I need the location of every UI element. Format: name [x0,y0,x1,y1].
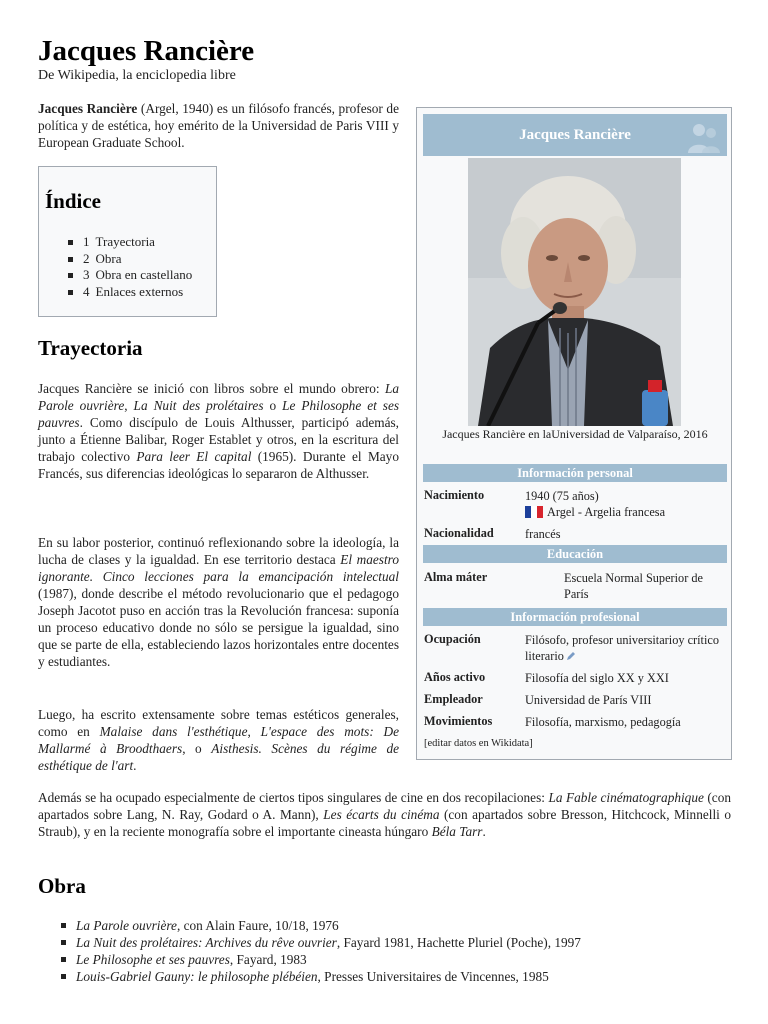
value-movimientos[interactable]: Filosofía, marxismo, pedagogía [525,715,681,729]
infobox-title: Jacques Rancière [519,127,631,143]
work-details: , con Alain Faure, 10/18, 1976 [176,918,339,933]
work-details: , Presses Universitaires de Vincennes, 1985 [317,969,549,984]
work-title: La Parole ouvrière [38,381,399,413]
work-title: Les écarts du cinéma [323,807,440,822]
label-ocupacion: Ocupación [424,632,481,646]
lead-paragraph [38,100,399,151]
birth-place[interactable]: Argel - Argelia francesa [547,505,666,519]
toc-item-trayectoria[interactable] [83,234,192,251]
text-run: , [124,398,134,413]
infobox-header [423,114,727,156]
portrait-photo[interactable] [468,158,681,426]
page-subtitle: De Wikipedia, la enciclopedia libre [38,68,236,83]
text-run: . [133,758,137,773]
lead-text: (Argel, 1940) es un filósofo francés, profesor de política y de estética, hoy emérito de la Universidad de Paris VIII y European Graduate School. [38,101,399,150]
toc-item-number: 4 [83,283,90,299]
birth-date: 1940 (75 años) [525,489,599,503]
trayectoria-paragraph-2 [38,534,399,670]
toc-item-number: 1 [83,234,90,249]
work-title: La Nuit des prolétaires [133,398,264,413]
text-run: Además se ha ocupado especialmente de ciertos tipos singulares de cine en dos recopilaciones: [38,790,549,805]
list-item [76,917,581,934]
list-item [76,934,581,951]
text-run: Jacques Rancière se inició con libros sobre el mundo obrero: [38,381,385,396]
text-run: (con apartados sobre Bresson, Hitchcock, Minnelli o Straub), y en la reciente monografía sobre el importante cineasta húngaro [38,807,731,839]
list-item [76,951,581,968]
section-header-personal: Información personal [423,464,727,482]
text-run: (1987), donde describe el método revolucionario que el pedagogo Joseph Jacotot puso en acción tras la Revolución francesa: suponía un proceso educativo donde no sólo se persigue la igualdad, sino que se parte de ella, estableciendo lazos horizontales entre docentes y estudiantes. [38,586,399,669]
section-header-education: Educación [423,545,727,563]
section-heading-obra: Obra [38,874,86,898]
pencil-icon[interactable] [566,651,576,661]
toc-title: Índice [45,189,102,213]
text-run: , [247,724,261,739]
label-nacionalidad: Nacionalidad [424,526,494,540]
toc-item-label: Obra [95,250,122,266]
trayectoria-paragraph-1 [38,380,399,482]
work-title: La Nuit des prolétaires: Archives du rêve ouvrier [76,935,337,950]
text-run: . [482,824,486,839]
work-title: Malaise dans l'esthétique [99,724,248,739]
trayectoria-paragraph-4 [38,789,731,840]
france-flag-icon [525,506,543,518]
value-nacionalidad: francés [525,527,561,541]
trayectoria-paragraph-3 [38,706,399,774]
section-heading-trayectoria: Trayectoria [38,336,143,360]
work-title: Para leer El capital [136,449,252,464]
value-nacimiento [525,488,725,520]
toc-item-number: 2 [83,250,90,266]
label-anos-activo: Años activo [424,670,486,684]
toc-list [39,234,192,300]
value-ocupacion [525,632,725,664]
text-run: Luego, ha escrito extensamente sobre temas estéticos generales, como en [38,707,399,739]
label-movimientos: Movimientos [424,714,493,728]
text-run: En su labor posterior, continuó reflexionando sobre la ideología, la lucha de clases y la igualdad. En ese territorio destaca [38,535,399,567]
edit-wikidata-link[interactable]: [editar datos en Wikidata] [424,738,533,749]
lead-name: Jacques Rancière [38,101,138,116]
obra-list [76,917,581,985]
text-run: . Como discípulo de Louis Althusser, participó además, junto a Étienne Balibar, Roger Establet y otros, en la escritura del trabajo colectivo [38,415,399,464]
work-title: Louis-Gabriel Gauny: le philosophe plébéien [76,969,318,984]
list-item [76,968,581,985]
toc-item-label: Trayectoria [95,234,155,249]
text-run: o [263,398,283,413]
work-title: Béla Tarr [431,824,483,839]
photo-caption: Jacques Rancière en laUniversidad de Valparaíso, 2016 [442,427,708,441]
work-title: El maestro ignorante. Cinco lecciones para la emancipación intelectual [38,552,400,584]
table-of-contents [38,166,217,317]
work-title: Le Philosophe et ses pauvres [76,952,230,967]
toc-item-enlaces[interactable] [83,284,192,301]
toc-item-label: Obra en castellano [95,267,193,282]
text-run: (1965). Durante el Mayo Francés, sus diferencias ideológicas lo separaron de Althusser. [38,449,399,481]
label-nacimiento: Nacimiento [424,488,485,502]
work-details: , Fayard 1981, Hachette Pluriel (Poche), 1997 [336,935,581,950]
toc-item-obra[interactable] [83,251,192,268]
label-empleador: Empleador [424,692,483,706]
section-header-professional: Información profesional [423,608,727,626]
label-alma-mater: Alma máter [424,570,488,584]
value-anos-activo: Filosofía del siglo XX y XXI [525,671,669,685]
infobox [416,107,732,760]
work-title: Le Philosophe et ses pauvres [38,398,400,430]
toc-item-obra-castellano[interactable] [83,267,192,284]
toc-item-number: 3 [83,267,90,282]
text-run: , o [182,741,212,756]
work-title: L'espace des mots: De Mallarmé à Broodthaers [38,724,400,756]
text-run: (con apartados sobre Lang, N. Ray, Godard o A. Mann), [38,790,732,822]
people-icon [685,120,723,154]
work-title: La Parole ouvrière [76,918,177,933]
portrait-image [468,158,681,426]
value-empleador[interactable]: Universidad de París VIII [525,693,652,707]
birth-place-row [525,504,725,520]
page-title: Jacques Rancière [38,35,255,67]
value-alma-mater[interactable]: Escuela Normal Superior de París [564,571,703,601]
work-title: Aisthesis. Scènes du régime de esthétique de l'art [38,741,400,773]
toc-item-label: Enlaces externos [95,283,184,299]
occupation-text[interactable]: Filósofo, profesor universitarioy crítico literario [525,633,719,663]
work-title: La Fable cinématographique [548,790,704,805]
work-details: , Fayard, 1983 [229,952,307,967]
